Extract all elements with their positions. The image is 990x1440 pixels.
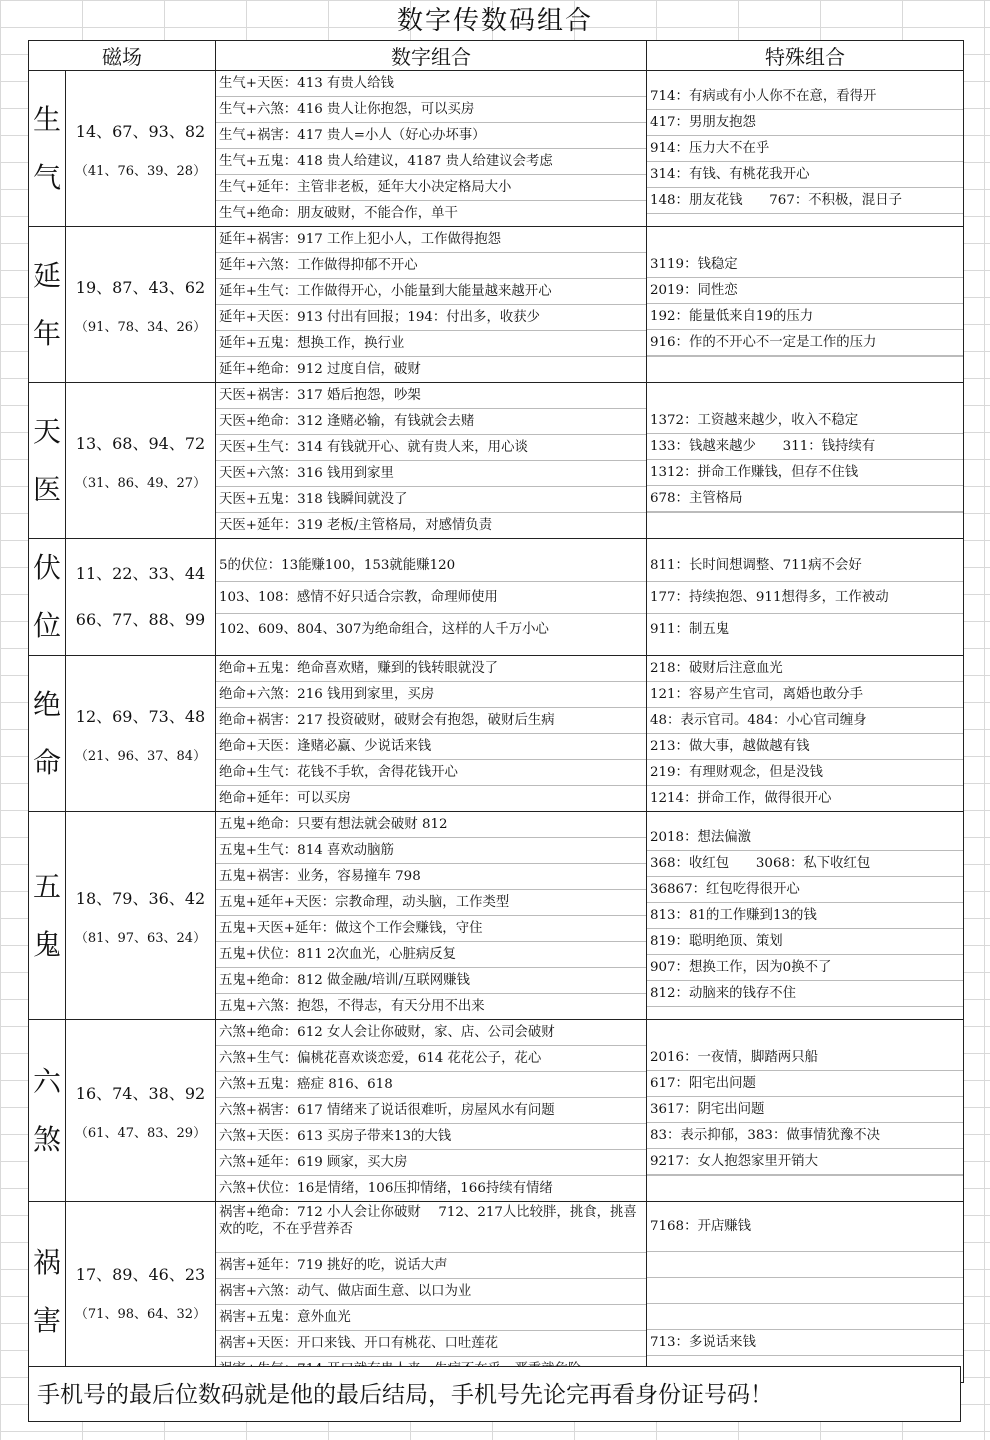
combo-line: 生气+六煞：416 贵人让你抱怨，可以买房 xyxy=(216,96,646,122)
combo-line: 天医+延年：319 老板/主管格局，对感情负责 xyxy=(216,512,646,538)
group-name xyxy=(29,1202,66,1383)
group-name xyxy=(29,227,66,383)
special-line: 417：男朋友抱怨 xyxy=(647,109,963,135)
special-line: 3119：钱稳定 xyxy=(650,257,738,272)
combo-line: 六煞+五鬼：癌症 816、618 xyxy=(216,1071,646,1097)
numbers-reverse: （61、47、83、29） xyxy=(74,1125,207,1141)
combo-line: 延年+天医：913 付出有回报；194：付出多，收获少 xyxy=(216,304,646,330)
special-cell xyxy=(647,383,964,539)
combo-line: 天医+五鬼：318 钱瞬间就没了 xyxy=(216,486,646,512)
group-row-jueming xyxy=(29,656,964,812)
combo-line: 五鬼+祸害：业务，容易撞车 798 xyxy=(216,863,646,889)
combo-line: 生气+天医：413 有贵人给钱 xyxy=(219,76,394,91)
special-line: 2016：一夜情，脚踏两只船 xyxy=(650,1050,818,1065)
group-name xyxy=(29,812,66,1020)
special-line: 911：制五鬼 xyxy=(647,613,963,645)
special-line xyxy=(647,1175,963,1176)
combo-cell xyxy=(216,71,647,227)
group-numbers xyxy=(66,539,216,656)
combo-line: 绝命+天医：逢赌必赢、少说话来钱 xyxy=(216,733,646,759)
special-line: 617：阳宅出问题 xyxy=(647,1070,963,1096)
numbers-reverse: （71、98、64、32） xyxy=(74,1307,207,1322)
numbers-main: 18、79、36、42 xyxy=(75,888,206,908)
combo-line: 生气+绝命：朋友破财，不能合作，单干 xyxy=(216,200,646,226)
number-combination-table xyxy=(28,40,964,1383)
special-line: 914：压力大不在乎 xyxy=(647,135,963,161)
numbers-reverse: （41、76、39、28） xyxy=(74,163,207,179)
group-name-text: 五鬼 xyxy=(32,869,61,961)
special-line: 3617：阴宅出问题 xyxy=(647,1096,963,1122)
header-field: 磁场 xyxy=(29,41,216,71)
numbers-reverse: （31、86、49、27） xyxy=(74,475,207,491)
numbers-main: 16、74、38、92 xyxy=(75,1083,206,1103)
special-line xyxy=(647,213,963,214)
special-line: 314：有钱、有桃花我开心 xyxy=(647,161,963,187)
group-numbers xyxy=(66,1020,216,1202)
special-line: 192：能量低来自19的压力 xyxy=(647,303,963,329)
group-numbers xyxy=(66,383,216,539)
numbers-second: 66、77、88、99 xyxy=(75,610,206,629)
special-line: 2019：同性恋 xyxy=(647,277,963,303)
numbers-main: 11、22、33、44 xyxy=(75,564,206,583)
header-row xyxy=(29,41,964,71)
group-numbers xyxy=(66,812,216,1020)
combo-line: 六煞+生气：偏桃花喜欢谈恋爱，614 花花公子，花心 xyxy=(216,1045,646,1071)
combo-line: 六煞+祸害：617 情绪来了说话很难听，房屋风水有问题 xyxy=(216,1097,646,1123)
group-row-tianyi xyxy=(29,383,964,539)
numbers-reverse: （81、97、63、24） xyxy=(74,930,207,946)
combo-cell xyxy=(216,383,647,539)
special-line: 48：表示官司。484：小心官司缠身 xyxy=(647,707,963,733)
numbers-main: 19、87、43、62 xyxy=(75,277,206,297)
group-row-wugui xyxy=(29,812,964,1020)
footer-note: 手机号的最后位数码就是他的最后结局，手机号先论完再看身份证号码！ xyxy=(28,1366,961,1422)
combo-line: 五鬼+生气：814 喜欢动脑筋 xyxy=(216,837,646,863)
special-line: 36867：红包吃得很开心 xyxy=(647,876,963,902)
combo-line: 五鬼+延年+天医：宗教命理，动头脑，工作类型 xyxy=(216,889,646,915)
group-name-text: 生气 xyxy=(32,102,61,194)
combo-line: 六煞+伏位：16是情绪，106压抑情绪，166持续有情绪 xyxy=(216,1175,646,1201)
numbers-reverse: （91、78、34、26） xyxy=(74,319,207,335)
special-line: 213：做大事，越做越有钱 xyxy=(647,733,963,759)
combo-line: 绝命+延年：可以买房 xyxy=(216,785,646,811)
special-cell xyxy=(647,1202,964,1383)
numbers-main: 13、68、94、72 xyxy=(75,433,206,453)
combo-line: 天医+六煞：316 钱用到家里 xyxy=(216,460,646,486)
combo-line: 五鬼+绝命：812 做金融/培训/互联网赚钱 xyxy=(216,967,646,993)
numbers-reverse: （21、96、37、84） xyxy=(74,748,207,764)
combo-line: 102、609、804、307为绝命组合，这样的人千万小心 xyxy=(216,613,646,645)
special-line: 9217：女人抱怨家里开销大 xyxy=(647,1148,963,1174)
group-numbers xyxy=(66,227,216,383)
header-special: 特殊组合 xyxy=(647,41,964,71)
group-row-huohai xyxy=(29,1202,964,1383)
special-cell xyxy=(647,227,964,383)
combo-line: 六煞+延年：619 顾家，买大房 xyxy=(216,1149,646,1175)
special-line: 7168：开店赚钱 xyxy=(650,1219,752,1234)
special-line xyxy=(647,356,963,357)
special-line: 133：钱越来越少 311：钱持续有 xyxy=(647,433,963,459)
special-line: 121：容易产生官司，离婚也敢分手 xyxy=(647,681,963,707)
combo-line: 延年+生气：工作做得开心，小能量到大能量越来越开心 xyxy=(216,278,646,304)
group-numbers xyxy=(66,1202,216,1383)
special-cell xyxy=(647,1020,964,1202)
group-numbers xyxy=(66,656,216,812)
combo-line: 生气+五鬼：418 贵人给建议，4187 贵人给建议会考虑 xyxy=(216,148,646,174)
special-line: 218：破财后注意血光 xyxy=(650,661,783,676)
group-row-fuwei xyxy=(29,539,964,656)
combo-cell xyxy=(216,656,647,812)
group-name-text: 六煞 xyxy=(32,1064,61,1156)
combo-line: 五鬼+伏位：811 2次血光，心脏病反复 xyxy=(216,941,646,967)
special-cell xyxy=(647,539,964,656)
combo-cell xyxy=(216,539,647,656)
special-line: 368：收红包 3068：私下收红包 xyxy=(647,850,963,876)
special-line: 812：动脑来的钱存不住 xyxy=(647,980,963,1006)
combo-line: 绝命+生气：花钱不手软，舍得花钱开心 xyxy=(216,759,646,785)
combo-line: 祸害+延年：719 挑好的吃，说话大声 xyxy=(216,1252,646,1278)
combo-line: 延年+祸害：917 工作上犯小人，工作做得抱怨 xyxy=(219,232,502,247)
group-row-yannian xyxy=(29,227,964,383)
combo-line: 祸害+六煞：动气、做店面生意、以口为业 xyxy=(216,1278,646,1304)
special-line: 2018：想法偏激 xyxy=(650,829,752,845)
special-line: 714：有病或有小人你不在意，看得开 xyxy=(650,88,877,104)
combo-line: 六煞+天医：613 买房子带来13的大钱 xyxy=(216,1123,646,1149)
group-name-text: 天医 xyxy=(32,414,61,506)
numbers-main: 12、69、73、48 xyxy=(75,706,206,726)
combo-line: 延年+绝命：912 过度自信，破财 xyxy=(216,356,646,382)
group-name-text: 延年 xyxy=(32,258,61,350)
group-name-text: 绝命 xyxy=(32,687,61,779)
combo-line: 绝命+祸害：217 投资破财，破财会有抱怨，破财后生病 xyxy=(216,707,646,733)
group-numbers xyxy=(66,71,216,227)
special-line xyxy=(647,1277,963,1303)
group-name xyxy=(29,71,66,227)
special-cell xyxy=(647,71,964,227)
group-name-text: 伏位 xyxy=(32,551,61,642)
combo-line: 天医+绝命：312 逢赌必输，有钱就会去赌 xyxy=(216,408,646,434)
group-row-shengqi xyxy=(29,71,964,227)
combo-line: 五鬼+绝命：只要有想法就会破财 812 xyxy=(219,817,448,832)
combo-line: 延年+六煞：工作做得抑郁不开心 xyxy=(216,252,646,278)
special-line: 811：长时间想调整、711病不会好 xyxy=(650,557,862,573)
combo-cell xyxy=(216,812,647,1020)
group-name xyxy=(29,1020,66,1202)
group-name xyxy=(29,539,66,656)
page-title: 数字传数码组合 xyxy=(396,6,593,36)
combo-line: 五鬼+六煞：抱怨，不得志，有天分用不出来 xyxy=(216,993,646,1019)
special-line: 819：聪明绝顶、策划 xyxy=(647,928,963,954)
group-name xyxy=(29,383,66,539)
combo-cell xyxy=(216,227,647,383)
special-line xyxy=(647,1251,963,1277)
special-line: 1372：工资越来越少，收入不稳定 xyxy=(650,413,859,428)
combo-line: 延年+五鬼：想换工作，换行业 xyxy=(216,330,646,356)
special-line: 83：表示抑郁，383：做事情犹豫不决 xyxy=(647,1122,963,1148)
combo-line: 绝命+五鬼：绝命喜欢赌，赚到的钱转眼就没了 xyxy=(219,661,499,676)
numbers-main: 14、67、93、82 xyxy=(75,121,206,141)
combo-cell xyxy=(216,1020,647,1202)
special-line xyxy=(647,512,963,513)
group-row-liusha xyxy=(29,1020,964,1202)
combo-line: 祸害+绝命：712 小人会让你破财 712、217人比较胖，挑食，挑喜欢的吃，不在乎营养否 xyxy=(219,1205,637,1237)
numbers-main: 17、89、46、23 xyxy=(75,1265,206,1284)
combo-line: 祸害+五鬼：意外血光 xyxy=(216,1304,646,1330)
special-cell xyxy=(647,812,964,1020)
special-line: 177：持续抱怨、911想得多，工作被动 xyxy=(647,581,963,613)
special-line: 1214：拼命工作，做得很开心 xyxy=(647,785,963,811)
combo-line: 祸害+天医：开口来钱、开口有桃花、口吐莲花 xyxy=(216,1330,646,1356)
group-name xyxy=(29,656,66,812)
combo-line: 六煞+绝命：612 女人会让你破财，家、店、公司会破财 xyxy=(219,1025,555,1040)
special-cell xyxy=(647,656,964,812)
combo-cell xyxy=(216,1202,647,1383)
combo-line: 103、108：感情不好只适合宗教，命理师使用 xyxy=(216,581,646,613)
special-line: 713：多说话来钱 xyxy=(647,1329,963,1355)
combo-line: 5的伏位：13能赚100，153就能赚120 xyxy=(219,557,456,573)
combo-line: 生气+延年：主管非老板，延年大小决定格局大小 xyxy=(216,174,646,200)
special-line: 813：81的工作赚到13的钱 xyxy=(647,902,963,928)
header-combo: 数字组合 xyxy=(216,41,647,71)
special-line xyxy=(647,1006,963,1007)
special-line: 219：有理财观念，但是没钱 xyxy=(647,759,963,785)
special-line: 907：想换工作，因为0换不了 xyxy=(647,954,963,980)
group-name-text: 祸害 xyxy=(32,1246,61,1337)
special-line: 1312：拼命工作赚钱，但存不住钱 xyxy=(647,459,963,485)
combo-line: 绝命+六煞：216 钱用到家里，买房 xyxy=(216,681,646,707)
combo-line: 天医+生气：314 有钱就开心、就有贵人来，用心谈 xyxy=(216,434,646,460)
special-line xyxy=(647,1303,963,1329)
special-line: 678：主管格局 xyxy=(647,485,963,511)
special-line: 148：朋友花钱 767：不积极，混日子 xyxy=(647,187,963,213)
combo-line: 生气+祸害：417 贵人=小人（好心办坏事） xyxy=(216,122,646,148)
combo-line: 天医+祸害：317 婚后抱怨，吵架 xyxy=(219,388,421,403)
combo-line: 五鬼+天医+延年：做这个工作会赚钱，守住 xyxy=(216,915,646,941)
special-line: 916：作的不开心不一定是工作的压力 xyxy=(647,329,963,355)
